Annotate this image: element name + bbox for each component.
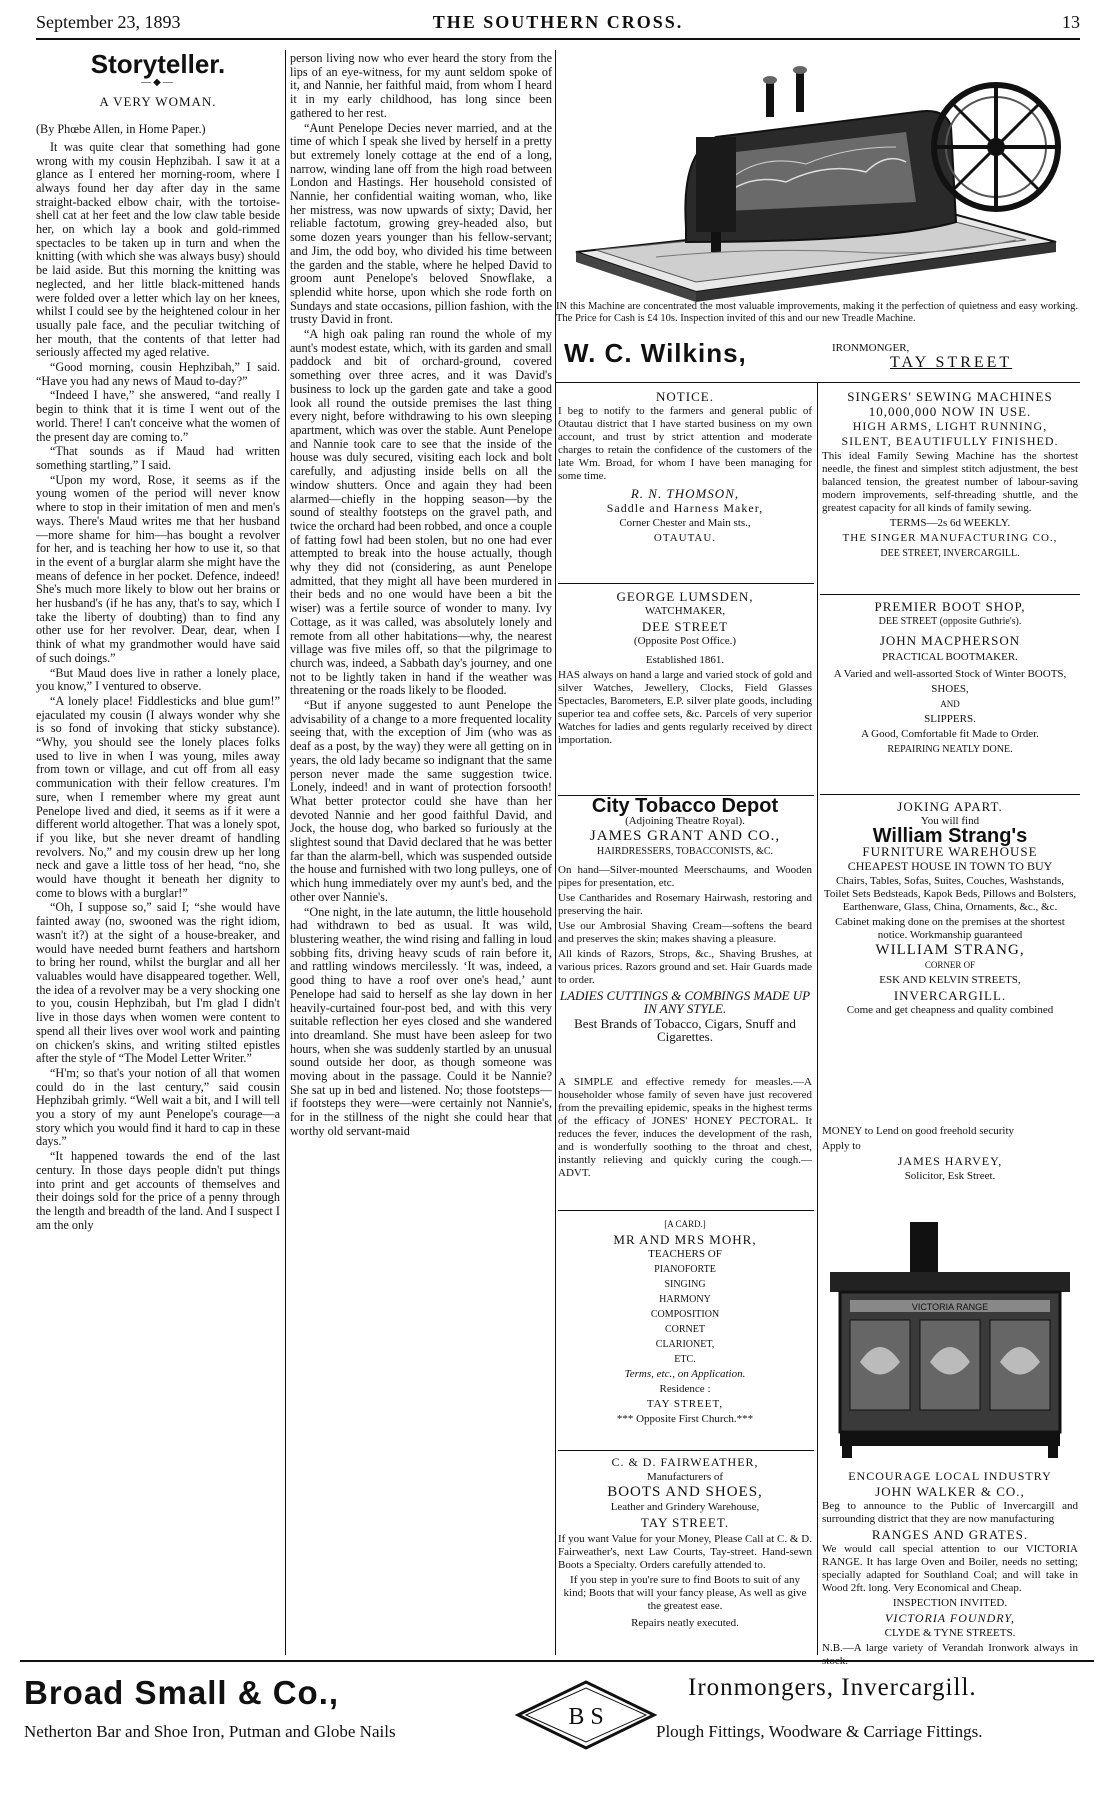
fairweather-makers: Manufacturers of	[646, 1471, 724, 1483]
story-paragraph: “A high oak paling ran round the whole of my aunt's modest estate, which, with its garden and small paddock and bit of orchard-ground, covered something over three acres, and it was David's business to lock up the garden gate and take a good look all round the outside premises the last thing every night, before withdrawing to his own sleeping apartment, which was over the stable. Aunt Penelope and Nannie took care to see that the inside of the house was duly secured, visiting each lock and bolt carefully, and adjusting inside bells on all the window shutters. Once and again they had been alarmed—chiefly in the hopping season—by the sound of stealthy footsteps on the gravel path, and twice the orchard had been robbed, and once a couple of fatting fowl had been stolen, but no one had ever attempted to break into the house actually, though why they did not (considering, as aunt Penelope admitted, that they might all have been murdered in their beds and no one would have been a bit the wiser) was a fertile source of wonder to many. Ivy Cottage, as it was called, was absolutely lonely and remote from all other habitations—why, the nearest village was five miles off, so that the pilgrimage to church was, indeed, a Sabbath day's journey, and one not to be lightly taken in hand if the weather was threatening or the roads likely to be flooded.	[290, 327, 552, 698]
fairweather-name: C. & D. FAIRWEATHER,	[611, 1455, 759, 1469]
wilkins-name: W. C. Wilkins,	[564, 338, 747, 368]
banner-company: Broad Small & Co.,	[24, 1674, 340, 1711]
lumsden-street: DEE STREET	[641, 619, 729, 634]
story-title: A VERY WOMAN.	[99, 94, 217, 110]
lumsden-trade: WATCHMAKER,	[644, 605, 726, 617]
ad-divider	[558, 1210, 814, 1211]
remedy-body: A SIMPLE and effective remedy for measles.—A householder whose family of seven have just recovered from the prevailing epidemic, speaks in the highest terms of the efficacy of JONES' HONEY PECTORAL. It reduces the fever, induces the development of the rash, and is wonderfully soothing to the throat and chest, instantly relieving and quickly curing the cough.—ADVT.	[558, 1076, 812, 1179]
notice-ad	[558, 390, 812, 580]
notice-body: I beg to notify to the farmers and general public of Otautau district that I have started business on my own account, and trust by strict attention and moderate charges to retain the confidence of the customers of the late Wm. Broad, for whom I have been managing for some time.	[558, 405, 812, 482]
diamond-logo-icon	[516, 1680, 656, 1750]
singer-body: This ideal Family Sewing Machine has the shortest needle, the finest and simplest stitch adjustment, the best balanced tension, the greatest number of labour-saving modern improvements, self-threading shuttle, and the greatest capacity for all kinds of family sewing.	[822, 450, 1078, 514]
fairweather-title: BOOTS AND SHOES,	[607, 1484, 763, 1500]
singer-title: SINGERS' SEWING MACHINES	[847, 389, 1053, 404]
singer-ad	[822, 390, 1078, 588]
boot-fit: A Good, Comfortable fit Made to Order.	[861, 728, 1039, 740]
mohr-subject: COMPOSITION	[650, 1309, 720, 1320]
mohr-teachers: TEACHERS OF	[648, 1248, 722, 1260]
column-divider	[817, 383, 818, 1655]
fairweather-street: TAY STREET.	[640, 1515, 730, 1530]
boot-slippers: SLIPPERS.	[924, 713, 976, 725]
wilkins-street: TAY STREET	[890, 354, 1013, 371]
strang-name: William Strang's	[872, 825, 1028, 847]
fairweather-repairs: Repairs neatly executed.	[631, 1617, 739, 1629]
story-paragraph: “A lonely place! Fiddlesticks and blue gum!” ejaculated my cousin (I always wonder why she is so fond of invoking that sticky substance). “Why, you should see the lonely places folks used to live in when I was young, miles away from town or village, and cut off from all easy communication with their fellow creatures. I'm sure, when I remember where my great aunt Penelope lived and died, it seems as if it were a different world altogether. That was a lonely spot, if you like, but she never dreamt of handling revolvers. No,” and my cousin drew up her long neck and gave a little toss of her head, “no, she would have thought it beneath her dignity to come to blows with a burglar!”	[36, 693, 280, 900]
tobacco-body: Use Cantharides and Rosemary Hairwash, restoring and preserving the hair.	[558, 892, 812, 917]
lumsden-established: Established 1861.	[645, 654, 725, 666]
mohr-street: TAY STREET,	[646, 1398, 724, 1410]
walker-nb: N.B.—A large variety of Verandah Ironwork always in stock.	[822, 1642, 1078, 1667]
story-paragraph: “That sounds as if Maud had written something startling,” I said.	[36, 444, 280, 472]
tobacco-trade: HAIRDRESSERS, TOBACCONISTS, &C.	[596, 846, 774, 857]
mohr-ad	[558, 1218, 812, 1440]
mohr-subject: ETC.	[674, 1354, 696, 1365]
remedy-ad	[558, 1076, 812, 1204]
walker-name: JOHN WALKER & CO.,	[875, 1484, 1025, 1499]
range-label: VICTORIA RANGE	[911, 1302, 989, 1312]
tobacco-body: Use our Ambrosial Shaving Cream—softens the beard and preserves the skin; makes shaving a pleasure.	[558, 920, 812, 945]
fairweather-body: If you want Value for your Money, Please Call at C. & D. Fairweather's, next Law Courts, Tay-street. Hand-sewn Boots a Specialty. Orders carefully attended to.	[558, 1533, 812, 1571]
mohr-subject: SINGING	[664, 1279, 706, 1290]
story-paragraph: “But if anyone suggested to aunt Penelope the advisability of a change to a more frequented locality seeing that, with the exception of Jim (who was as deaf as a post, by the way) they were all getting on in years, the old lady became so indignant that the same person never made the same suggestion twice. Lonely, indeed! and in want of protection forsooth! What better protector could she have than her devoted Nannie and her good faithful David, and Jock, the house dog, who barked so furiously at the slightest sound that David declared that he was better far than the alarm-bell, which was suspended outside the house and furnished with two long pulleys, one of which hung immediately over my aunt's bed, and the other over Nannie's.	[290, 698, 552, 904]
boot-title: PREMIER BOOT SHOP,	[874, 599, 1026, 614]
wilkins-ad	[560, 338, 1078, 378]
mohr-subject: PIANOFORTE	[654, 1264, 716, 1275]
walker-title: ENCOURAGE LOCAL INDUSTRY	[848, 1469, 1052, 1483]
section-divider	[556, 382, 1080, 383]
banner-products-right: Plough Fittings, Woodware & Carriage Fittings.	[656, 1722, 983, 1741]
fairweather-warehouse: Leather and Grindery Warehouse,	[610, 1501, 760, 1513]
boot-and: AND	[940, 699, 960, 709]
boot-ad	[822, 600, 1078, 786]
strang-joking: JOKING APART.	[897, 799, 1003, 814]
lumsden-name: GEORGE LUMSDEN,	[616, 589, 754, 604]
strang-corner: CORNER OF	[924, 960, 976, 970]
strang-town: INVERCARGILL.	[893, 988, 1007, 1003]
strang-title: FURNITURE WAREHOUSE	[862, 844, 1038, 859]
masthead	[36, 10, 1080, 40]
ad-divider	[820, 594, 1080, 595]
boot-stock: A Varied and well-assorted Stock of Winter BOOTS,	[833, 668, 1067, 680]
story-column-1	[36, 49, 280, 1642]
notice-name: R. N. THOMSON,	[630, 486, 740, 501]
range-illustration	[820, 1212, 1078, 1462]
story-paragraph: person living now who ever heard the story from the lips of an eye-witness, for my aunt seldom spoke of it, and Nannie, her faithful maid, from whom I heard it in my early childhood, has long since been gathered to her rest.	[290, 51, 552, 120]
boot-trade: PRACTICAL BOOTMAKER.	[882, 651, 1018, 663]
bottom-banner-ad	[20, 1672, 1094, 1772]
walker-foundry: VICTORIA FOUNDRY,	[885, 1611, 1015, 1625]
tobacco-body: All kinds of Razors, Strops, &c., Shaving Brushes, at various prices. Razors ground and set. Hair Guards made to order.	[558, 948, 812, 986]
walker-special: We would call special attention to our VICTORIA RANGE. It has large Oven and Boiler, needs no setting; specially adapted for Southland Coal; and will take in Wood 2ft. long. Very Economical and Cheap.	[822, 1543, 1078, 1594]
mohr-terms: Terms, etc., on Application.	[624, 1368, 746, 1380]
mohr-name: MR AND MRS MOHR,	[613, 1232, 757, 1247]
story-byline: (By Phœbe Allen, in Home Paper.)	[36, 122, 206, 137]
lumsden-location: (Opposite Post Office.)	[633, 635, 737, 647]
money-name: JAMES HARVEY,	[897, 1154, 1003, 1168]
singer-company: THE SINGER MANUFACTURING CO.,	[842, 532, 1058, 544]
story-column-2	[290, 52, 552, 1642]
walker-body: Beg to announce to the Public of Invercargill and surrounding district that they are now manufacturing	[822, 1500, 1078, 1525]
tobacco-ladies: LADIES CUTTINGS & COMBINGS MADE UP IN ANY STYLE.	[559, 988, 811, 1016]
tobacco-ad	[558, 795, 812, 1068]
story-paragraph: It was quite clear that something had gone wrong with my cousin Hephzibah. I saw it at a glance as I entered her morning-room, where I always found her day after day in the same straight-backed elbow chair, with the tortoise-shell cat at her feet and the low claw table beside her, on which lay a book and gold-rimmed spectacles to be taken up in turn and when the knitting (with which she was always busy) should be laid aside. But this morning the knitting was neglected, and her little black-mittened hands were folded over a letter which lay on her knees, whilst I could see by the heightened colour in her usually pale face, and the peculiar twitching of her mouth, that the contents of that letter had seriously affected my aged relative.	[36, 139, 280, 360]
lumsden-body: HAS always on hand a large and varied stock of gold and silver Watches, Jewellery, Clocks, Field Glasses Spectacles, Barometers, E.P. silver plate goods, including superior tea and coffee sets, &c. Parcels of very superior Watches for ladies and gents regularly received by direct importation.	[558, 669, 812, 746]
ad-divider	[558, 583, 814, 584]
page-number: 13	[1062, 12, 1080, 32]
kitchen-range-icon	[820, 1212, 1078, 1462]
story-paragraph: “Good morning, cousin Hephzibah,” I said. “Have you had any news of Maud to-day?”	[36, 360, 280, 388]
singer-address: DEE STREET, INVERCARGILL.	[880, 548, 1020, 559]
singer-features: HIGH ARMS, LIGHT RUNNING,	[852, 419, 1048, 433]
strang-cheapest: CHEAPEST HOUSE IN TOWN TO BUY	[847, 859, 1053, 873]
strang-owner: WILLIAM STRANG,	[875, 942, 1025, 958]
boot-name: JOHN MACPHERSON	[879, 633, 1021, 648]
tobacco-title: City Tobacco Depot	[591, 795, 779, 817]
singer-count: 10,000,000 NOW IN USE.	[868, 404, 1032, 419]
notice-trade: Saddle and Harness Maker,	[606, 501, 764, 515]
story-paragraph: “Upon my word, Rose, it seems as if the young women of the period will never know where to stop in their imitation of men and men's ways. There's Maud writes me that her husband—more shame for him—has bought a revolver for her, and is teaching her how to use it, so that in the event of a burglar alarm she might have the means of defence in her pocket. Defence, indeed! She's much more likely to blow out her brains or her husband's (if he has any, that's to say, which I take the liberty of doubting) than to find any other use for her revolver. Dear, dear, when I think of what my grandmother would have said of such doings.”	[36, 472, 280, 665]
mohr-residence: Residence :	[659, 1383, 711, 1395]
notice-title: NOTICE.	[656, 389, 714, 404]
column-divider	[285, 50, 286, 1655]
mohr-card: [A CARD.]	[664, 1219, 706, 1229]
mohr-subject: HARMONY	[659, 1294, 711, 1305]
logo-letters: B S	[568, 1704, 604, 1730]
paper-name: THE SOUTHERN CROSS.	[432, 12, 684, 32]
mohr-subject: CLARIONET,	[655, 1339, 715, 1350]
walker-inspection: INSPECTION INVITED.	[892, 1597, 1008, 1609]
lumsden-ad	[558, 590, 812, 786]
boot-shoes: SHOES,	[931, 683, 969, 695]
banner-trade-right: Ironmongers, Invercargill.	[688, 1674, 977, 1701]
title-ornament: —◆—	[141, 76, 175, 88]
notice-town: OTAUTAU.	[653, 532, 717, 544]
money-title: Solicitor, Esk Street.	[904, 1170, 996, 1182]
mohr-opposite: *** Opposite First Church.***	[616, 1413, 754, 1425]
section-title: Storyteller.	[90, 49, 226, 79]
mohr-subject: CORNET	[665, 1324, 705, 1335]
story-paragraph: “Indeed I have,” she answered, “and really I begin to think that it is time I went out of the world. There! I can't conceive what the women of the present day are coming to.”	[36, 388, 280, 444]
strang-find: You will find	[920, 815, 980, 827]
money-body: MONEY to Lend on good freehold security	[822, 1125, 1015, 1137]
ad-divider	[820, 794, 1080, 795]
tobacco-body: On hand—Silver-mounted Meerschaums, and Wooden pipes for presentation, etc.	[558, 864, 812, 889]
story-paragraph: “Oh, I suppose so,” said I; “she would have fainted away (no, swooned was the right idiom, wasn't it?) at the sight of a house-breaker, and would have needed burnt feathers and hartshorn to bring her round, whilst the burglar and all her valuables would have disappeared together. Well, the idea of a revolver may be a very shocking one to you, cousin Hephzibah, but I'm glad I didn't live in those days when women were content to spend all their lives over wool work and painting on chicken's skins, and writing stilted epistles after the style of “The Model Letter Writer.”	[36, 900, 280, 1066]
story-paragraph: “But Maud does live in rather a lonely place, you know,” I ventured to observe.	[36, 665, 280, 694]
issue-date: September 23, 1893	[36, 12, 181, 32]
strang-cabinet: Cabinet making done on the premises at the shortest notice. Workmanship guaranteed	[835, 916, 1065, 941]
story-paragraph: “H'm; so that's your notion of all that women could do in the last century,” said cousin Hephzibah grimly. “Well wait a bit, and I will tell you a story of my aunt Penelope's courage—a story which you would find it hard to cap in these days.”	[36, 1065, 280, 1149]
ad-divider	[558, 1450, 814, 1451]
banner-products-left: Netherton Bar and Shoe Iron, Putman and Globe Nails	[24, 1722, 396, 1741]
money-apply: Apply to	[822, 1140, 861, 1152]
wilkins-trade: IRONMONGER,	[832, 342, 910, 354]
strang-items: Chairs, Tables, Sofas, Suites, Couches, Washstands, Toilet Sets Bedsteads, Kapok Beds, Pillows and Bolsters, Earthenware, Glass, China, Ornaments, &c., &c.	[823, 875, 1077, 913]
walker-product: RANGES AND GRATES.	[871, 1527, 1029, 1542]
strang-come: Come and get cheapness and quality combined	[846, 1004, 1054, 1016]
strang-streets: ESK AND KELVIN STREETS,	[879, 974, 1021, 986]
boot-location: DEE STREET (opposite Guthrie's).	[878, 616, 1022, 627]
walker-ad	[822, 1469, 1078, 1667]
tobacco-name: JAMES GRANT AND CO.,	[589, 828, 781, 844]
machine-caption: IN this Machine are concentrated the most valuable improvements, making it the perfection of quietness and easy working. The Price for Cash is £4 10s. Inspection invited of this and our new Treadle Machine.	[556, 301, 1078, 324]
sewing-machine-illustration	[556, 52, 1078, 382]
notice-address: Corner Chester and Main sts.,	[619, 517, 751, 529]
singer-terms: TERMS—2s 6d WEEKLY.	[889, 517, 1011, 529]
fairweather-ad	[558, 1456, 812, 1654]
story-paragraph: “One night, in the late autumn, the little household had withdrawn to bed as usual. It was wild, blustering weather, the wind rising and falling in loud sobbing fits, driving heavy scuds of rain before it, and rattling windows mercilessly. ‘It was, indeed, a good thing to have a roof over one's head,’ aunt Penelope had said to herself as she lay down in her heavily-curtained four-post bed, and with this very suitable reflection her eyes closed and she wandered into dreamland. She must have been asleep for two hours, when she was suddenly startled by an unusual sound outside her door, as though someone was moving about in the passage. Could it be Nannie? She sat up in bed and listened. No; those footsteps—if footsteps they were—were certainly not Nannie's, for in the stillness of the night she could hear that worthy old servant-maid	[290, 904, 552, 1138]
walker-streets: CLYDE & TYNE STREETS.	[884, 1627, 1016, 1639]
fairweather-verse: If you step in you're sure to find Boots to suit of any kind; Boots that will your fancy please, As well as give the greatest ease.	[563, 1574, 807, 1612]
tobacco-brands: Best Brands of Tobacco, Cigars, Snuff and Cigarettes.	[574, 1016, 796, 1044]
money-ad	[822, 1125, 1078, 1215]
sewing-machine-icon	[556, 52, 1078, 302]
tobacco-subtitle: (Adjoining Theatre Royal).	[625, 815, 745, 827]
story-paragraph: “Aunt Penelope Decies never married, and at the time of which I speak she lived by herself in a pretty but extremely lonely cottage at the end of a long, narrow, winding lane off from the high road between London and Hastings. Her household consisted of Nannie, her confidential waiting woman, who, like her mistress, was now upwards of sixty; David, her reliable factotum, growing grey-headed also, but some dozen years younger than his fellow-servant; and Jim, the odd boy, who divided his time between the garden and the stable, where he helped David to groom aunt Penelope's beloved Snowflake, a splendid white horse, upon which she rode forth on Sundays and state occasions, pillion fashion, with the trusty David in front.	[290, 120, 552, 327]
boot-repairing: REPAIRING NEATLY DONE.	[887, 744, 1013, 755]
strang-ad	[822, 800, 1078, 1110]
story-paragraph: “It happened towards the end of the last century. In those days people didn't put things into print and get accounts of themselves and their doings sold for the price of a penny through the length and breadth of the land. And I suspect I am the only	[36, 1149, 280, 1232]
singer-features: SILENT, BEAUTIFULLY FINISHED.	[841, 434, 1059, 448]
